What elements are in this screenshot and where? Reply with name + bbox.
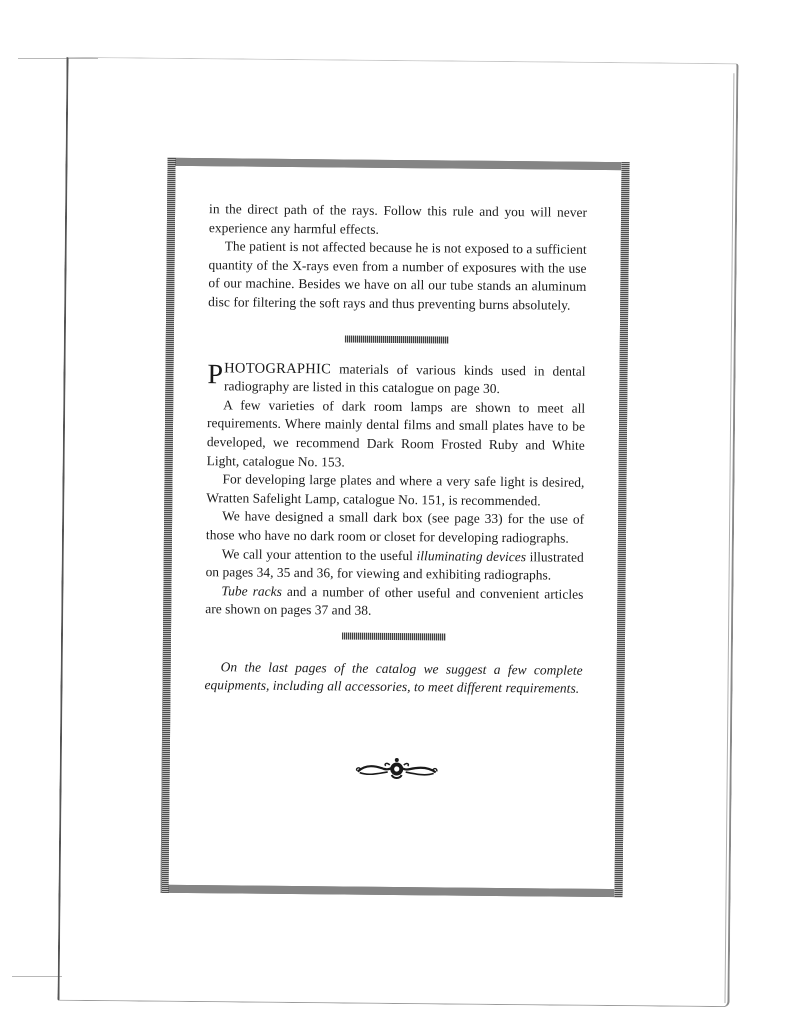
- section-divider: [345, 335, 449, 343]
- text: We call your attention to the useful: [221, 545, 417, 563]
- paragraph-patient: The patient is not affected because he is not exposed to a sufficient quantity of the X-rays even from a number of exposures with the use of our machine. Besides we have on all our tube stands an aluminum disc for filtering the soft rays and thus preventing burns absolutely.: [208, 238, 587, 313]
- paragraph-dark-room-lamps: A few varieties of dark room lamps are shown to meet all requirements. Where mainly dental films and small plates have to be developed, we recommend Dark Room Frosted Ruby and White Light, catalogue No. 153.: [206, 397, 586, 470]
- page-content: [204, 200, 587, 699]
- paragraph-closing: On the last pages of the catalog we suggest a few complete equipments, including all accessories, to meet different requirements.: [204, 659, 583, 697]
- paragraph-large-plates: For developing large plates and where a very safe light is desired, Wratten Safelight Lamp, catalogue No. 151, is recommended.: [206, 471, 585, 509]
- catalog-page: [57, 57, 738, 1007]
- lead-word: HOTOGRAPHIC: [224, 359, 332, 377]
- section-divider: [342, 632, 446, 640]
- paragraph-dark-box: We have designed a small dark box (see page 33) for the use of those who have no dark room or closet for developing radiographs.: [205, 508, 585, 546]
- left-page-edge-bottom: [12, 976, 62, 977]
- lead-text: materials of various kinds used in dental radiography are listed in this catalogue on page 30.: [223, 360, 586, 397]
- scroll-ornament-icon: [354, 756, 440, 783]
- paragraph-illuminating: [206, 545, 584, 586]
- emphasis-tube-racks: Tube racks: [221, 582, 282, 599]
- text: illustrated on pages 34, 35 and 36, for viewing and exhibiting radiographs.: [205, 548, 584, 583]
- hatched-frame: [161, 158, 630, 897]
- drop-cap: P: [207, 358, 224, 390]
- paragraph-tube-racks: [205, 582, 583, 623]
- paragraph-photographic: [207, 359, 585, 400]
- text: and a number of other useful and convenient articles are shown on pages 37 and 38.: [205, 583, 584, 619]
- paragraph-continued: in the direct path of the rays. Follow this rule and you will never experience any harmful effects.: [208, 201, 588, 237]
- emphasis-illuminating-devices: illuminating devices: [416, 547, 527, 564]
